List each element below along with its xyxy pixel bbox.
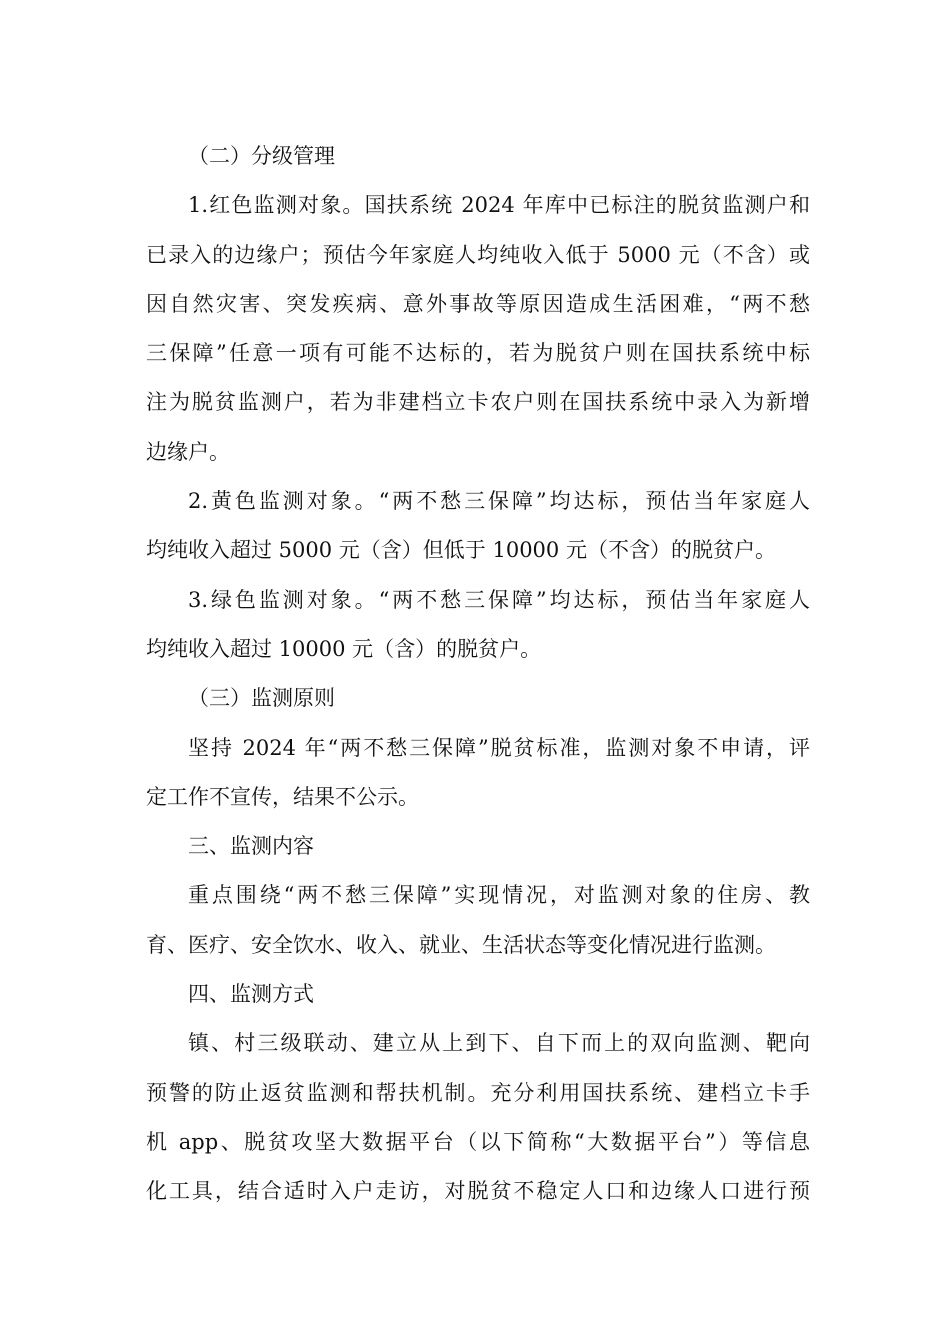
paragraph-line: 注为脱贫监测户，若为非建档立卡农户则在国扶系统中录入为新增 [146,390,810,415]
paragraph-line: 3.绿色监测对象。“两不愁三保障”均达标，预估当年家庭人 [188,587,810,612]
paragraph-line: 1.红色监测对象。国扶系统 2024 年库中已标注的脱贫监测户和 [188,193,810,218]
paragraph-line: 2.黄色监测对象。“两不愁三保障”均达标，预估当年家庭人 [188,489,810,514]
paragraph-line: 均纯收入超过 5000 元（含）但低于 10000 元（不含）的脱贫户。 [146,538,776,563]
paragraph-line: 育、医疗、安全饮水、收入、就业、生活状态等变化情况进行监测。 [146,932,776,957]
paragraph-line: 重点围绕“两不愁三保障”实现情况，对监测对象的住房、教 [188,883,810,908]
section-heading-method: 四、监测方式 [188,982,314,1007]
paragraph-line: 坚持 2024 年“两不愁三保障”脱贫标准，监测对象不申请，评 [188,735,810,760]
document-body [146,132,810,1217]
paragraph-line: 已录入的边缘户；预估今年家庭人均纯收入低于 5000 元（不含）或 [146,242,810,267]
paragraph-line: 机 app、脱贫攻坚大数据平台（以下简称“大数据平台”）等信息 [146,1129,810,1154]
paragraph-line: 化工具，结合适时入户走访，对脱贫不稳定人口和边缘人口进行预 [146,1179,810,1204]
paragraph-line: 边缘户。 [146,439,230,464]
section-heading-grading: （二）分级管理 [188,144,335,168]
paragraph-line: 定工作不宣传，结果不公示。 [146,784,419,809]
paragraph-line: 三保障”任意一项有可能不达标的，若为脱贫户则在国扶系统中标 [146,341,810,366]
section-heading-principles: （三）监测原则 [188,686,335,711]
section-heading-content: 三、监测内容 [188,834,314,859]
paragraph-line: 预警的防止返贫监测和帮扶机制。充分利用国扶系统、建档立卡手 [146,1080,810,1105]
paragraph-line: 镇、村三级联动、建立从上到下、自下而上的双向监测、靶向 [188,1031,810,1056]
paragraph-line: 均纯收入超过 10000 元（含）的脱贫户。 [146,636,542,661]
paragraph-line: 因自然灾害、突发疾病、意外事故等原因造成生活困难，“两不愁 [146,291,810,316]
